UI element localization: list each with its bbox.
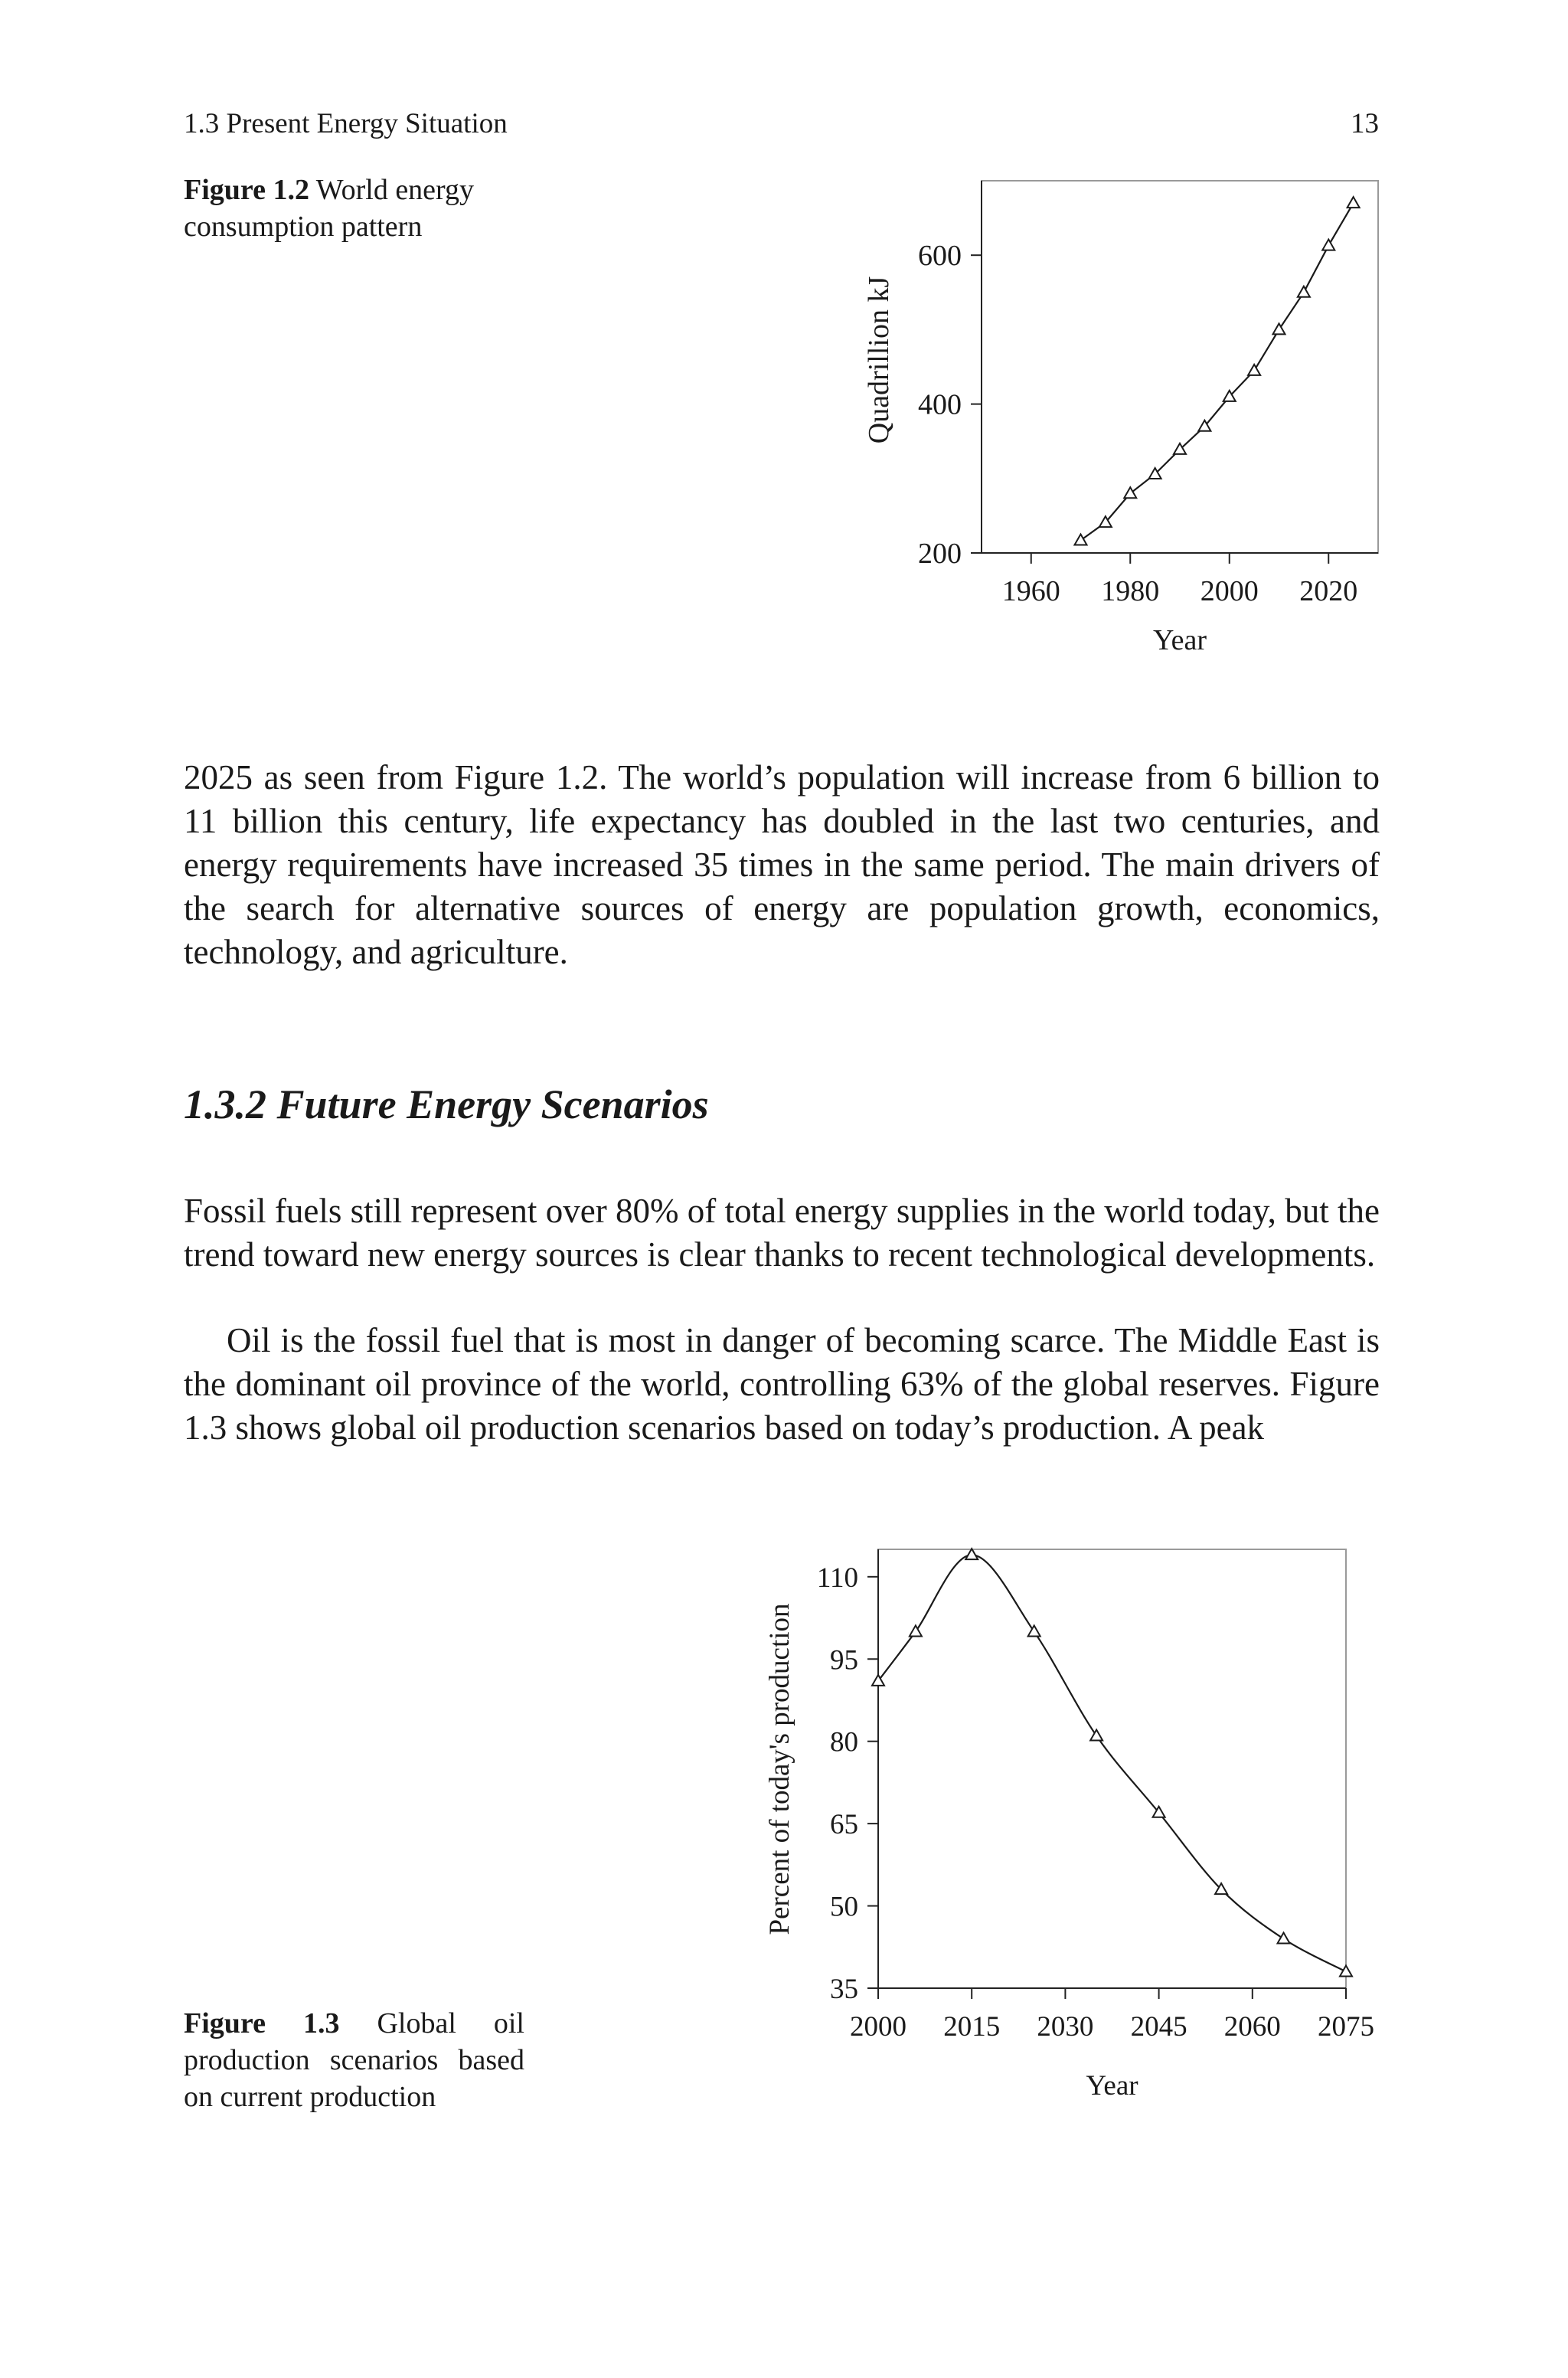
fig13-series-line [878,1555,1346,1971]
figure-1-3-caption-text: Global oil production scenarios based on current production [184,2007,524,2113]
fig13-y-tick-label: 110 [816,1562,858,1594]
fig13-x-tick-label: 2030 [1037,2011,1094,2043]
fig12-data-point [1348,197,1360,208]
fig13-data-point [1028,1625,1040,1636]
page-number: 13 [1351,108,1379,139]
figure-1-3-label: Figure 1.3 [184,2007,340,2039]
fig12-x-tick-label: 2000 [1200,575,1259,607]
fig13-data-point [1278,1933,1290,1944]
running-head: 1.3 Present Energy Situation [184,108,508,139]
fig12-x-tick-label: 1980 [1101,575,1160,607]
fig13-y-tick-label: 50 [830,1891,858,1923]
fig13-y-axis-label: Percent of today's production [764,1603,795,1935]
fig12-y-tick-label: 200 [918,538,962,570]
fig12-x-tick-label: 1960 [1001,575,1060,607]
fig13-data-point [965,1549,978,1559]
fig12-series-line [1081,203,1354,540]
section-heading: 1.3.2 Future Energy Scenarios [184,1081,709,1127]
paragraph-3: Oil is the fossil fuel that is most in danger of becoming scarce. The Middle East is the dominant oil province of the world, controlling 63% of the global reserves. Figure 1.3 shows global oil production scenarios based on today’s production. A peak [184,1321,1380,1447]
fig13-y-tick-label: 95 [830,1644,858,1676]
figure-1-2-caption-text: World energy consumption pattern [184,174,475,243]
fig12-data-point [1298,286,1310,297]
fig13-x-tick-label: 2060 [1223,2011,1281,2043]
fig13-y-tick-label: 80 [830,1726,858,1758]
fig12-y-tick-label: 600 [918,240,962,273]
fig12-data-point [1124,487,1136,498]
figure-1-3-caption [184,2005,524,2115]
fig13-data-point [1340,1966,1352,1977]
fig12-data-point [1322,240,1334,250]
fig13-x-axis-label: Year [1086,2070,1138,2102]
fig12-y-tick-label: 400 [918,388,962,421]
fig13-plot-frame [878,1549,1346,1988]
fig13-x-tick-label: 2045 [1130,2011,1187,2043]
fig13-data-point [1090,1730,1102,1741]
fig12-x-tick-label: 2020 [1299,575,1358,607]
fig13-y-tick-label: 65 [830,1809,858,1841]
fig12-data-point [1075,534,1087,545]
fig12-x-axis-label: Year [1152,624,1207,656]
fig12-plot-frame [982,181,1378,553]
fig12-data-point [1248,365,1260,375]
fig13-x-tick-label: 2000 [850,2011,906,2043]
fig13-data-point [910,1625,922,1636]
fig13-y-tick-label: 35 [830,1974,858,2005]
figure-1-2-label: Figure 1.2 [184,174,309,206]
fig12-data-point [1273,323,1285,334]
fig12-y-axis-label: Quadrillion kJ [863,276,895,444]
fig13-x-tick-label: 2015 [943,2011,1001,2043]
fig13-x-tick-label: 2075 [1318,2011,1374,2043]
paragraph-2: Fossil fuels still represent over 80% of total energy supplies in the world today, but the trend toward new energy sources is clear thanks to recent technological developments. [184,1192,1380,1274]
paragraph-1: 2025 as seen from Figure 1.2. The world’s population will increase from 6 billion to 11 billion this century, life expectancy has doubled in the last two centuries, and energy requirements have increased 35 times in the same period. The main drivers of the search for alternative sources of energy are population growth, economics, technology, and agriculture. [184,758,1380,971]
